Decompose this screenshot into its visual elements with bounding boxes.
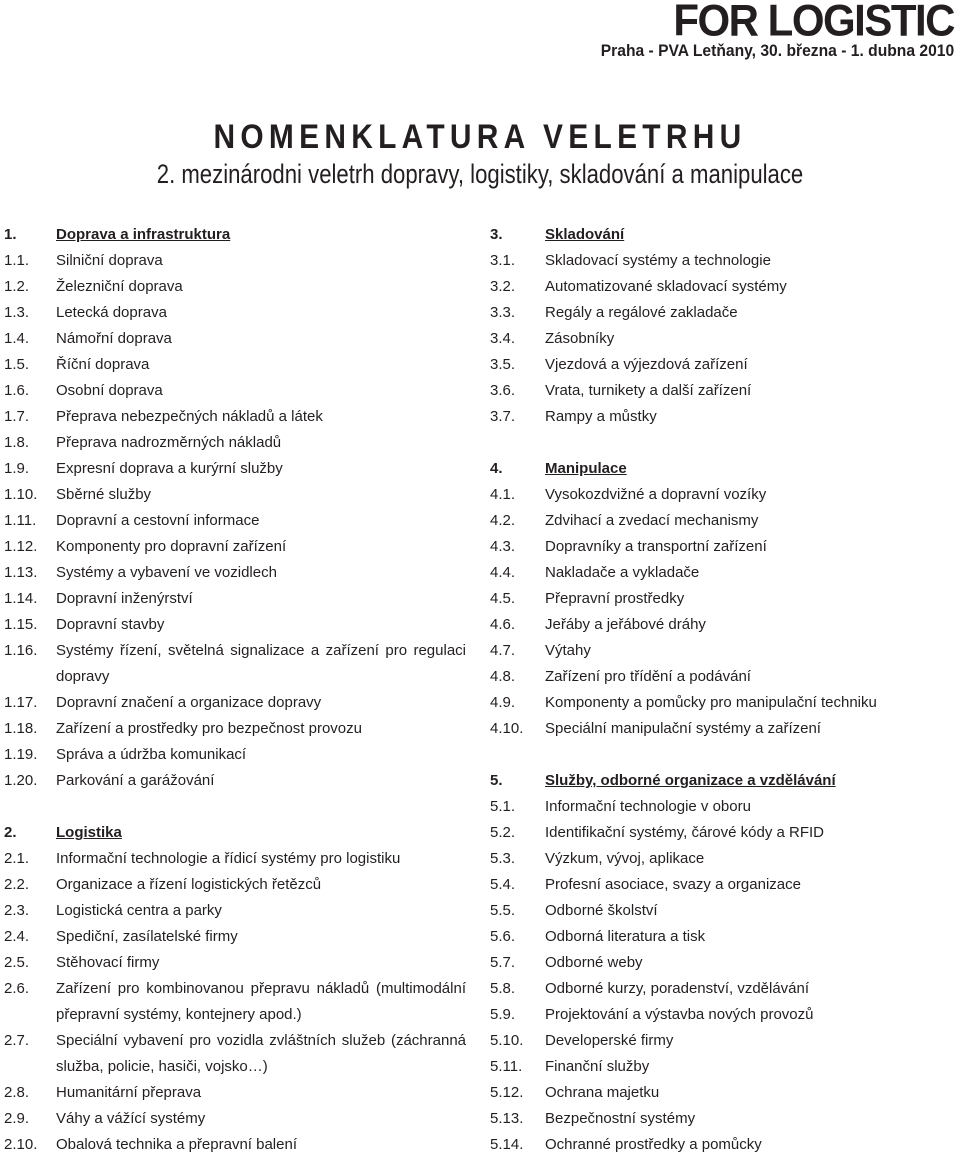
item-number: 1. xyxy=(4,226,17,243)
item-text: Vrata, turnikety a další zařízení xyxy=(545,382,752,399)
item-text: Osobní doprava xyxy=(56,382,163,399)
list-item xyxy=(4,872,466,898)
item-text: Speciální vybavení pro vozidla zvláštních služeb (záchranná služba, policie, hasiči, vojsko…) xyxy=(56,1032,466,1075)
item-text: Manipulace xyxy=(545,460,627,477)
list-item xyxy=(4,508,466,534)
item-number: 1.12. xyxy=(4,538,38,555)
list-item xyxy=(4,690,466,716)
brand-logo: FOR LOGISTIC xyxy=(673,0,954,46)
list-item xyxy=(4,404,466,430)
item-number: 5.13. xyxy=(490,1110,524,1127)
item-number: 1.16. xyxy=(4,642,38,659)
item-number: 4.9. xyxy=(490,694,516,711)
list-item xyxy=(490,326,940,352)
item-number: 1.7. xyxy=(4,408,30,425)
list-item xyxy=(490,508,940,534)
list-item xyxy=(490,690,940,716)
list-item xyxy=(490,586,940,612)
item-number: 1.2. xyxy=(4,278,30,295)
event-info: Praha - PVA Letňany, 30. března - 1. dubna 2010 xyxy=(600,41,954,60)
item-text: Dopravníky a transportní zařízení xyxy=(545,538,767,555)
item-number: 2.1. xyxy=(4,850,30,867)
item-number: 1.13. xyxy=(4,564,38,581)
item-number: 1.10. xyxy=(4,486,38,503)
item-number: 5.5. xyxy=(490,902,516,919)
item-text: Komponenty pro dopravní zařízení xyxy=(56,538,287,555)
item-number: 5.12. xyxy=(490,1084,524,1101)
item-text: Správa a údržba komunikací xyxy=(56,746,247,763)
item-number: 1.3. xyxy=(4,304,30,321)
item-number: 5.10. xyxy=(490,1032,524,1049)
item-number: 1.19. xyxy=(4,746,38,763)
list-item xyxy=(4,768,466,794)
list-item xyxy=(490,898,940,924)
item-text: Expresní doprava a kurýrní služby xyxy=(56,460,283,477)
item-text: Letecká doprava xyxy=(56,304,167,321)
item-text: Námořní doprava xyxy=(56,330,172,347)
list-item xyxy=(490,300,940,326)
item-number: 2.2. xyxy=(4,876,30,893)
item-text: Organizace a řízení logistických řetězců xyxy=(56,876,322,893)
item-text: Regály a regálové zakladače xyxy=(545,304,738,321)
list-item xyxy=(490,534,940,560)
item-number: 2.7. xyxy=(4,1032,30,1049)
item-text: Silniční doprava xyxy=(56,252,163,269)
item-number: 2. xyxy=(4,824,17,841)
item-number: 4. xyxy=(490,460,503,477)
item-number: 3.7. xyxy=(490,408,516,425)
list-item xyxy=(4,560,466,586)
list-item xyxy=(490,352,940,378)
item-text: Služby, odborné organizace a vzdělávání xyxy=(545,772,836,789)
item-text: Ochranné prostředky a pomůcky xyxy=(545,1136,762,1153)
item-number: 1.5. xyxy=(4,356,30,373)
list-item xyxy=(4,1106,466,1132)
list-item xyxy=(490,378,940,404)
item-number: 5.1. xyxy=(490,798,516,815)
item-text: Dopravní značení a organizace dopravy xyxy=(56,694,322,711)
list-item xyxy=(4,378,466,404)
section-heading xyxy=(490,456,940,482)
list-item xyxy=(4,924,466,950)
section-heading xyxy=(4,222,466,248)
item-text: Váhy a vážící systémy xyxy=(56,1110,206,1127)
item-number: 5.7. xyxy=(490,954,516,971)
list-item xyxy=(4,976,466,1028)
list-item xyxy=(490,1080,940,1106)
list-item xyxy=(490,716,940,742)
item-text: Systémy a vybavení ve vozidlech xyxy=(56,564,277,581)
list-item xyxy=(490,248,940,274)
list-item xyxy=(4,248,466,274)
item-number: 4.10. xyxy=(490,720,524,737)
item-text: Ochrana majetku xyxy=(545,1084,660,1101)
item-number: 2.6. xyxy=(4,980,30,997)
list-item xyxy=(490,1028,940,1054)
item-text: Železniční doprava xyxy=(56,278,183,295)
item-text: Zařízení a prostředky pro bezpečnost provozu xyxy=(56,720,362,737)
list-item xyxy=(4,352,466,378)
item-text: Finanční služby xyxy=(545,1058,650,1075)
item-text: Odborné weby xyxy=(545,954,643,971)
list-item xyxy=(490,274,940,300)
list-item xyxy=(4,300,466,326)
list-item xyxy=(4,274,466,300)
item-text: Identifikační systémy, čárové kódy a RFID xyxy=(545,824,824,841)
item-number: 5.4. xyxy=(490,876,516,893)
item-text: Logistika xyxy=(56,824,122,841)
list-item xyxy=(490,820,940,846)
list-item xyxy=(4,1028,466,1080)
list-item xyxy=(4,950,466,976)
item-number: 5.9. xyxy=(490,1006,516,1023)
item-number: 4.7. xyxy=(490,642,516,659)
list-item xyxy=(4,742,466,768)
section-heading xyxy=(490,768,940,794)
item-text: Automatizované skladovací systémy xyxy=(545,278,787,295)
item-text: Přeprava nebezpečných nákladů a látek xyxy=(56,408,323,425)
item-text: Logistická centra a parky xyxy=(56,902,222,919)
item-number: 4.6. xyxy=(490,616,516,633)
item-text: Nakladače a vykladače xyxy=(545,564,700,581)
list-item xyxy=(4,482,466,508)
item-text: Skladovací systémy a technologie xyxy=(545,252,771,269)
item-number: 5.2. xyxy=(490,824,516,841)
list-item xyxy=(4,534,466,560)
item-number: 2.8. xyxy=(4,1084,30,1101)
list-item xyxy=(4,1132,466,1158)
list-item xyxy=(490,976,940,1002)
item-number: 1.15. xyxy=(4,616,38,633)
item-text: Odborná literatura a tisk xyxy=(545,928,706,945)
section-heading xyxy=(4,820,466,846)
list-item xyxy=(490,664,940,690)
list-item xyxy=(490,560,940,586)
item-number: 1.1. xyxy=(4,252,30,269)
item-text: Stěhovací firmy xyxy=(56,954,160,971)
item-number: 3.3. xyxy=(490,304,516,321)
item-text: Developerské firmy xyxy=(545,1032,674,1049)
list-item xyxy=(4,430,466,456)
list-item xyxy=(490,794,940,820)
item-number: 4.3. xyxy=(490,538,516,555)
item-number: 3.5. xyxy=(490,356,516,373)
item-text: Zařízení pro třídění a podávání xyxy=(545,668,751,685)
item-text: Informační technologie a řídicí systémy pro logistiku xyxy=(56,850,401,867)
item-number: 4.1. xyxy=(490,486,516,503)
item-text: Vjezdová a výjezdová zařízení xyxy=(545,356,748,373)
document-title xyxy=(0,117,960,191)
item-text: Humanitární přeprava xyxy=(56,1084,202,1101)
item-text: Dopravní inženýrství xyxy=(56,590,193,607)
item-number: 1.11. xyxy=(4,512,37,529)
list-item xyxy=(490,482,940,508)
item-text: Výzkum, vývoj, aplikace xyxy=(545,850,705,867)
item-number: 2.10. xyxy=(4,1136,38,1153)
item-number: 5.3. xyxy=(490,850,516,867)
item-number: 5.6. xyxy=(490,928,516,945)
item-number: 3.2. xyxy=(490,278,516,295)
right-column xyxy=(490,222,940,1158)
item-number: 1.9. xyxy=(4,460,30,477)
item-text: Přeprava nadrozměrných nákladů xyxy=(56,434,282,451)
list-item xyxy=(490,872,940,898)
item-number: 1.14. xyxy=(4,590,38,607)
item-number: 1.4. xyxy=(4,330,30,347)
list-item xyxy=(490,612,940,638)
item-number: 2.5. xyxy=(4,954,30,971)
item-number: 4.5. xyxy=(490,590,516,607)
item-text: Dopravní a cestovní informace xyxy=(56,512,260,529)
item-number: 4.4. xyxy=(490,564,516,581)
item-text: Obalová technika a přepravní balení xyxy=(56,1136,297,1153)
item-text: Zařízení pro kombinovanou přepravu nákladů (multimodální přepravní systémy, kontejnery apod.) xyxy=(56,980,466,1023)
item-number: 5.14. xyxy=(490,1136,524,1153)
item-number: 3.6. xyxy=(490,382,516,399)
item-text: Projektování a výstavba nových provozů xyxy=(545,1006,814,1023)
list-item xyxy=(4,326,466,352)
header xyxy=(570,0,954,61)
item-text: Systémy řízení, světelná signalizace a zařízení pro regulaci dopravy xyxy=(56,642,466,685)
list-item xyxy=(4,586,466,612)
item-text: Zdvihací a zvedací mechanismy xyxy=(545,512,759,529)
item-text: Přepravní prostředky xyxy=(545,590,685,607)
item-number: 4.8. xyxy=(490,668,516,685)
item-text: Zásobníky xyxy=(545,330,615,347)
item-text: Odborné kurzy, poradenství, vzdělávání xyxy=(545,980,810,997)
item-text: Vysokozdvižné a dopravní vozíky xyxy=(545,486,767,503)
item-text: Spediční, zasílatelské firmy xyxy=(56,928,238,945)
list-item xyxy=(4,1080,466,1106)
item-number: 5.11. xyxy=(490,1058,523,1075)
list-item xyxy=(490,924,940,950)
item-text: Výtahy xyxy=(545,642,591,659)
item-text: Bezpečnostní systémy xyxy=(545,1110,696,1127)
list-item xyxy=(490,1054,940,1080)
item-number: 3. xyxy=(490,226,503,243)
list-item xyxy=(4,716,466,742)
page-title: NOMENKLATURA VELETRHU xyxy=(213,118,747,156)
list-item xyxy=(490,846,940,872)
list-item xyxy=(4,612,466,638)
list-item xyxy=(490,950,940,976)
list-item xyxy=(4,456,466,482)
list-item xyxy=(4,846,466,872)
list-item xyxy=(490,1106,940,1132)
item-text: Speciální manipulační systémy a zařízení xyxy=(545,720,821,737)
item-text: Parkování a garážování xyxy=(56,772,215,789)
item-text: Odborné školství xyxy=(545,902,658,919)
item-text: Profesní asociace, svazy a organizace xyxy=(545,876,801,893)
item-number: 3.1. xyxy=(490,252,516,269)
list-item xyxy=(490,1132,940,1158)
item-text: Skladování xyxy=(545,226,625,243)
item-text: Říční doprava xyxy=(56,356,150,373)
left-column xyxy=(4,222,466,1158)
item-number: 1.6. xyxy=(4,382,30,399)
item-number: 1.18. xyxy=(4,720,38,737)
list-item xyxy=(490,404,940,430)
item-number: 5. xyxy=(490,772,503,789)
list-item xyxy=(4,898,466,924)
item-number: 2.4. xyxy=(4,928,30,945)
list-item xyxy=(490,1002,940,1028)
item-text: Jeřáby a jeřábové dráhy xyxy=(545,616,706,633)
item-number: 1.8. xyxy=(4,434,30,451)
item-text: Dopravní stavby xyxy=(56,616,165,633)
item-number: 1.17. xyxy=(4,694,38,711)
item-number: 2.3. xyxy=(4,902,30,919)
item-number: 2.9. xyxy=(4,1110,30,1127)
item-text: Komponenty a pomůcky pro manipulační techniku xyxy=(545,694,877,711)
item-number: 1.20. xyxy=(4,772,38,789)
item-text: Doprava a infrastruktura xyxy=(56,226,231,243)
item-number: 4.2. xyxy=(490,512,516,529)
item-text: Sběrné služby xyxy=(56,486,152,503)
item-number: 5.8. xyxy=(490,980,516,997)
item-text: Informační technologie v oboru xyxy=(545,798,751,815)
section-heading xyxy=(490,222,940,248)
page-subtitle: 2. mezinárodni veletrh dopravy, logistiky, skladování a manipulace xyxy=(156,159,804,189)
list-item xyxy=(4,638,466,690)
item-text: Rampy a můstky xyxy=(545,408,657,425)
list-item xyxy=(490,638,940,664)
item-number: 3.4. xyxy=(490,330,516,347)
